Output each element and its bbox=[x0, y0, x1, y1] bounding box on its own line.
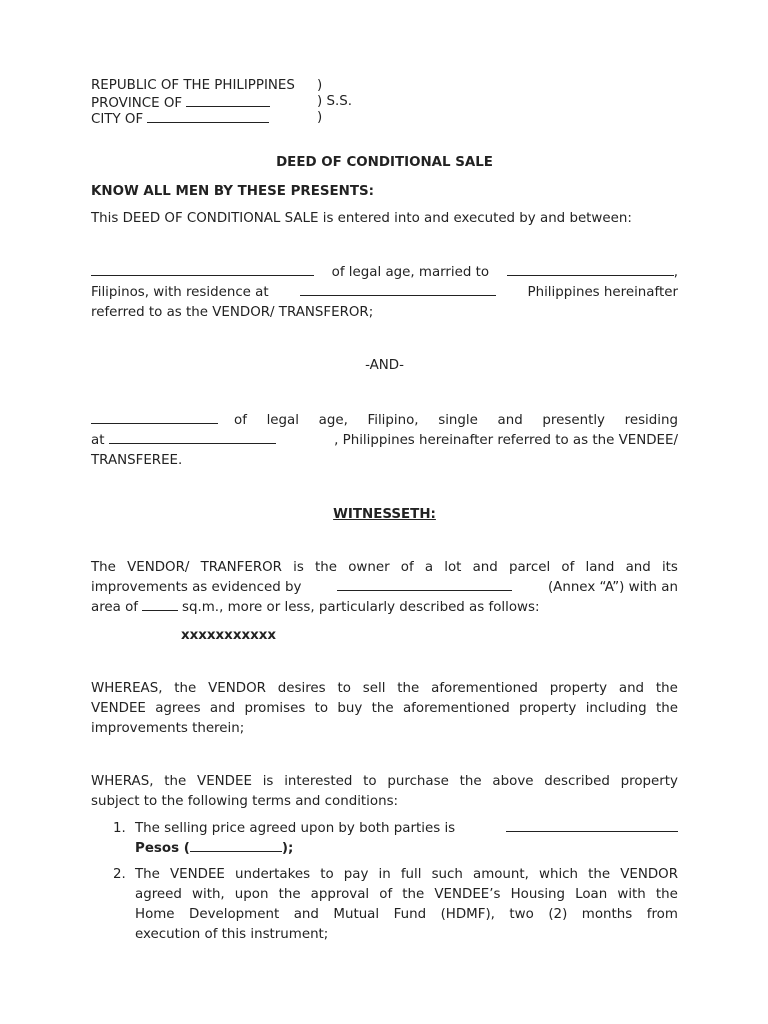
ownership-paragraph: The VENDOR/ TRANFEROR is the owner of a lot and parcel of land and its improvements as evidenced by (Annex “A”) with an area of sq.m., more or less, particularly described as follows: bbox=[91, 560, 678, 615]
vendor-residence-blank[interactable] bbox=[300, 283, 496, 296]
term-item-1: 1. The selling price agreed upon by both parties is Pesos ( ); bbox=[91, 819, 678, 859]
vendee-name-blank[interactable] bbox=[91, 411, 218, 424]
vendee-paragraph: of legal age, Filipino, single and presently residing at , Philippines hereinafter referred to as the VENDEE/ TRANSFEREE. bbox=[91, 413, 678, 468]
whereas-paragraph-1: WHEREAS, the VENDOR desires to sell the aforementioned property and the VENDEE agrees and promises to buy the aforementioned property including the improvements therein; bbox=[91, 681, 678, 736]
caption-city: CITY OF ) bbox=[91, 110, 323, 127]
caption-paren: ) S.S. bbox=[317, 94, 352, 109]
caption-republic: REPUBLIC OF THE PHILIPPINES ) bbox=[91, 78, 323, 93]
intro-paragraph: This DEED OF CONDITIONAL SALE is entered into and executed by and between: bbox=[91, 211, 632, 226]
and-separator: -AND- bbox=[365, 358, 404, 373]
caption-province: PROVINCE OF ) S.S. bbox=[91, 94, 352, 111]
selling-price-figures-blank[interactable] bbox=[190, 839, 282, 852]
title-evidence-blank[interactable] bbox=[337, 578, 512, 591]
caption-paren: ) bbox=[317, 110, 323, 125]
city-blank[interactable] bbox=[147, 110, 269, 123]
venue-caption bbox=[91, 78, 391, 126]
vendee-residence-blank[interactable] bbox=[109, 431, 276, 444]
vendor-name-blank[interactable] bbox=[91, 263, 314, 276]
vendor-paragraph: of legal age, married to , Filipinos, with residence at Philippines hereinafter referred to as the VENDOR/ TRANSFEROR; bbox=[91, 265, 678, 320]
caption-paren: ) bbox=[317, 78, 323, 93]
whereas-paragraph-2: WHERAS, the VENDEE is interested to purchase the above described property subject to the following terms and conditions: bbox=[91, 774, 678, 809]
property-description: xxxxxxxxxxx bbox=[181, 628, 277, 643]
know-all-heading: KNOW ALL MEN BY THESE PRESENTS: bbox=[91, 184, 375, 199]
area-blank[interactable] bbox=[142, 598, 178, 611]
witnesseth-heading: WITNESSETH: bbox=[333, 507, 436, 522]
selling-price-words-blank[interactable] bbox=[506, 819, 678, 832]
spouse-name-blank[interactable] bbox=[507, 263, 674, 276]
term-item-2: 2. The VENDEE undertakes to pay in full such amount, which the VENDOR agreed with, upon the approval of the VENDEE’s Housing Loan with the Home Development and Mutual Fund (HDMF), two (2) months from execution of this instrument; bbox=[113, 867, 678, 942]
terms-list bbox=[91, 819, 678, 945]
province-blank[interactable] bbox=[186, 94, 270, 107]
document-title: DEED OF CONDITIONAL SALE bbox=[276, 155, 493, 170]
